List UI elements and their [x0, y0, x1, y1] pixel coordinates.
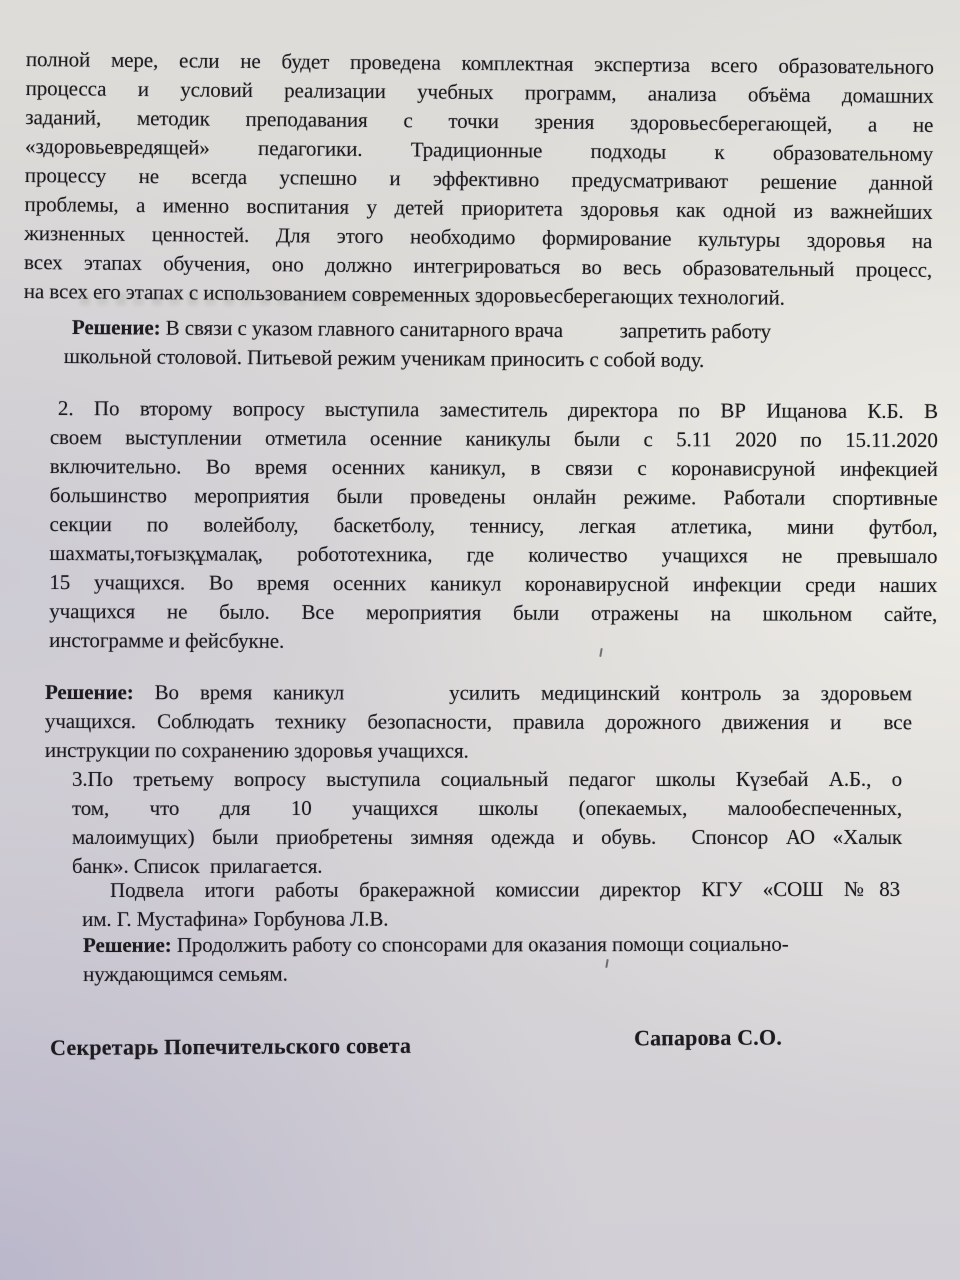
decision-label: Решение:: [71, 315, 161, 340]
text-line: процесса и условий реализации учебных программ, анализа объёма домашних: [25, 75, 934, 108]
text-line: учащихся. Соблюдать технику безопасности, правила дорожного движения и все: [44, 709, 912, 735]
text-line: инструкции по сохранению здоровья учащихся.: [44, 737, 469, 763]
text-line: секции по волейболу, баскетболу, теннису, легкая атлетика, мини футбол,: [49, 511, 938, 540]
decision-3-paragraph: [83, 930, 915, 989]
text-line: заданий, методик преподавания с точки зрения здоровьесберегающей, а не: [25, 104, 934, 137]
text-line: том, что для 10 учащихся школы (опекаемых, малообеспеченных,: [72, 796, 902, 820]
text-line: Решение: В связи с указом главного санитарного врача запретить работу: [71, 315, 772, 344]
text-line: «здоровьевредящей» педагогики. Традиционные подходы к образовательному: [25, 133, 934, 166]
signature-name: Сапарова С.О.: [633, 1024, 783, 1051]
text-line: банк». Список прилагается.: [72, 854, 323, 878]
text-line: большинство мероприятия были проведены онлайн режиме. Работали спортивные: [49, 482, 938, 511]
text-line: на всех его этапах с использованием современных здоровьесберегающих технологий.: [23, 278, 785, 310]
text-line: Решение: Продолжить работу со спонсорами для оказания помощи социально-: [83, 931, 789, 957]
agenda-item-2-paragraph: [49, 394, 938, 658]
text-line: учащихся не было. Все мероприятия были отражены на школьном сайте,: [49, 598, 938, 627]
text-line: 2. По второму вопросу выступила заместитель директора по ВР Ищанова К.Б. В: [57, 396, 938, 424]
decision-label: Решение:: [44, 680, 134, 705]
text-line: включительно. Во время осенних каникул, в связи с коронависруной инфекцией: [49, 453, 938, 482]
text-line: своем выступлении отметила осенние каникулы были с 5.11 2020 по 15.11.2020: [49, 424, 938, 453]
text-line: Подвела итоги работы бракеражной комиссии директор КГУ «СОШ №83: [110, 876, 901, 902]
text-line: жизненных ценностей. Для этого необходимо формирование культуры здоровья на: [24, 220, 933, 253]
text-line: Решение: Во время каникул усилить медицинский контроль за здоровьем: [44, 680, 912, 706]
signature-role: Секретарь Попечительского совета: [50, 1032, 412, 1060]
agenda-item-3-paragraph: [72, 765, 902, 881]
text-line: проблемы, а именно воспитания у детей приоритета здоровья как одной из важнейших: [24, 191, 933, 224]
decision-label: Решение:: [83, 932, 172, 957]
decision-1-paragraph: [64, 313, 884, 376]
text-line: нуждающимся семьям.: [83, 961, 288, 986]
continuation-paragraph: [24, 45, 934, 314]
decision-2-paragraph: [45, 678, 912, 766]
summary-paragraph: [82, 875, 900, 934]
signature-block: [50, 1024, 920, 1065]
text-line: 15 учащихся. Во время осенних каникул коронавирусной инфекции среди наших: [49, 569, 938, 598]
text-line: малоимущих) были приобретены зимняя одежда и обувь. Спонсор АО «Халык: [72, 825, 902, 849]
text-line: 3.По третьему вопросу выступила социальный педагог школы Күзебай А.Б., о: [72, 767, 902, 791]
text-line: инстограмме и фейсбукне.: [49, 627, 285, 653]
text-line: полной мере, если не будет проведена комплектная экспертиза всего образовательного: [25, 46, 934, 79]
text-line: шахматы,тоғызқұмалақ, робототехника, где количество учащихся не превышало: [49, 540, 938, 569]
text-line: процессу не всегда успешно и эффективно предусматривают решение данной: [24, 162, 933, 195]
text-line: всех этапах обучения, оно должно интегрироваться во весь образовательный процесс,: [24, 249, 933, 282]
text-line: школьной столовой. Питьевой режим ученикам приносить с собой воду.: [63, 343, 705, 372]
text-line: им. Г. Мустафина» Горбунова Л.В.: [82, 906, 389, 931]
